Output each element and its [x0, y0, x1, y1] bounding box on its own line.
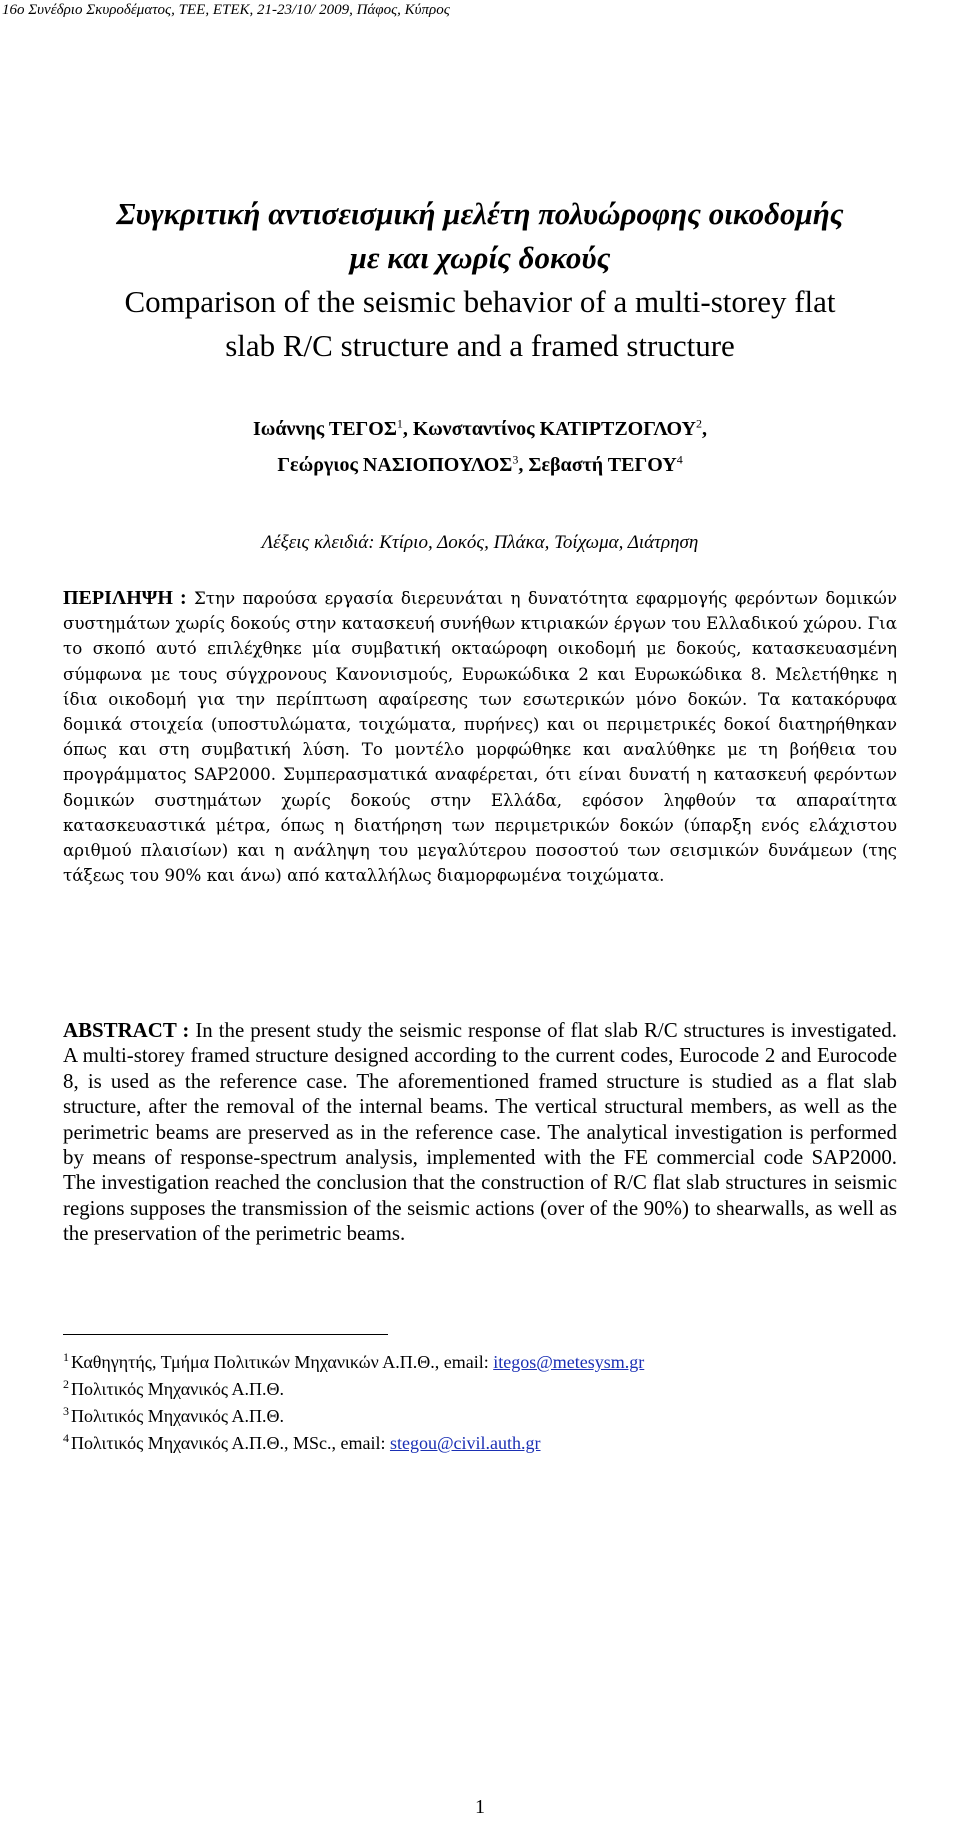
- page-number: 1: [475, 1796, 485, 1818]
- keywords: Λέξεις κλειδιά: Κτίριο, Δοκός, Πλάκα, Τοίχωμα, Διάτρηση: [261, 532, 699, 553]
- footnote-text: Πολιτικός Μηχανικός Α.Π.Θ.: [71, 1406, 284, 1426]
- abstract-english-label: ABSTRACT :: [63, 1018, 190, 1042]
- footnote-text: Καθηγητής, Τμήμα Πολιτικών Μηχανικών Α.Π.Θ., email:: [71, 1352, 494, 1372]
- author-name: Ιωάννης ΤΕΓΟΣ: [252, 418, 397, 440]
- abstract-greek: [63, 586, 897, 888]
- abstract-english-text: In the present study the seismic response of flat slab R/C structures is investigated. A multi-storey framed structure designed according to the current codes, Eurocode 2 and Eurocode 8, is used as the reference case. The aforementioned framed structure is studied as a flat slab structure, after the removal of the internal beams. The vertical structural members, as well as the perimetric beams are preserved as in the reference case. The analytical investigation is performed by means of response-spectrum analysis, implemented with the FE commercial code SAP2000. The investigation reached the conclusion that the construction of R/C flat slab structures in seismic regions supposes the transmission of the seismic actions (over of the 90%) to shearwalls, as well as the preservation of the perimetric beams.: [63, 1018, 897, 1246]
- author-line-2: [40, 447, 920, 483]
- email-link[interactable]: itegos@metesysm.gr: [493, 1352, 645, 1372]
- footnote-text: Πολιτικός Μηχανικός Α.Π.Θ., MSc., email:: [71, 1433, 390, 1453]
- footnote-text: Πολιτικός Μηχανικός Α.Π.Θ.: [71, 1379, 284, 1399]
- footnote-1: [63, 1349, 897, 1376]
- title-greek-line-2: με και χωρίς δοκούς: [349, 240, 611, 275]
- author-separator: ,: [402, 418, 413, 440]
- author-affiliation-marker: 3: [512, 452, 519, 467]
- footnote-4: [63, 1430, 897, 1457]
- email-link[interactable]: stegou@civil.auth.gr: [389, 1433, 541, 1453]
- author-name: Σεβαστή ΤΕΓΟΥ: [528, 454, 677, 476]
- abstract-greek-label: ΠΕΡΙΛΗΨΗ :: [63, 587, 187, 609]
- title-english: [40, 280, 920, 368]
- title-greek-line-1: Συγκριτική αντισεισμική μελέτη πολυώροφης οικοδομής: [116, 196, 844, 231]
- author-affiliation-marker: 2: [696, 416, 702, 431]
- footnote-2: [63, 1376, 897, 1403]
- footnote-number: 3: [63, 1404, 69, 1418]
- footnote-number: 1: [63, 1350, 69, 1364]
- title-english-line-1: Comparison of the seismic behavior of a multi-storey flat: [124, 284, 836, 319]
- author-separator: ,: [702, 418, 707, 440]
- footnote-separator: [63, 1334, 388, 1335]
- author-name: Γεώργιος ΝΑΣΙΟΠΟΥΛΟΣ: [277, 454, 513, 476]
- author-name: Κωνσταντίνος ΚΑΤΙΡΤΖΟΓΛΟΥ: [412, 418, 696, 440]
- author-affiliation-marker: 1: [396, 416, 403, 431]
- title-greek: [40, 192, 920, 280]
- author-line-1: [40, 411, 920, 447]
- footnote-number: 2: [63, 1377, 69, 1391]
- abstract-greek-text: Στην παρούσα εργασία διερευνάται η δυνατότητα εφαρμογής φερόντων δομικών συστημάτων χωρίς δοκούς στην κατασκευή συνήθων κτιριακών έργων του Ελλαδικού χώρου. Για το σκοπό αυτό επιλέχθηκε μία συμβατική οκταώροφη οικοδομή με δοκούς, κατασκευασμένη σύμφωνα με τους σύγχρονους Κανονισμούς, Ευρωκώδικα 2 και Ευρωκώδικα 8. Μελετήθηκε η ίδια οικοδομή για την περίπτωση αφαίρεσης των εσωτερικών μόνο δοκών. Τα κατακόρυφα δομικά στοιχεία (υποστυλώματα, τοιχώματα, πυρήνες) και οι περιμετρικές δοκοί διατηρήθηκαν όπως και στη συμβατική λύση. Το μοντέλο μορφώθηκε και αναλύθηκε με τη βοήθεια του προγράμματος SAP2000. Συμπερασματικά αναφέρεται, ότι είναι δυνατή η κατασκευή φερόντων δομικών συστημάτων χωρίς δοκούς στην Ελλάδα, εφόσον ληφθούν τα απαραίτητα κατασκευαστικά μέτρα, όπως η διατήρηση των περιμετρικών δοκών (ύπαρξη ενός ελάχιστου αριθμού πλαισίων) και η ανάληψη του μεγαλύτερου ποσοστού των σεισμικών δυνάμεων (της τάξεως του 90% και άνω) από καταλλήλως διαμορφωμένα τοιχώματα.: [63, 588, 897, 886]
- author-affiliation-marker: 4: [676, 452, 683, 467]
- title-english-line-2: slab R/C structure and a framed structure: [225, 328, 735, 363]
- footnote-3: [63, 1403, 897, 1430]
- author-list: [40, 411, 920, 483]
- footnotes: [63, 1349, 897, 1457]
- abstract-english: [63, 1018, 897, 1247]
- footnote-number: 4: [63, 1431, 69, 1445]
- paper-title: [40, 192, 920, 368]
- running-header: 16ο Συνέδριο Σκυροδέματος, ΤΕΕ, ΕΤΕΚ, 21-23/10/ 2009, Πάφος, Κύπρος: [2, 2, 450, 18]
- author-separator: ,: [518, 454, 529, 476]
